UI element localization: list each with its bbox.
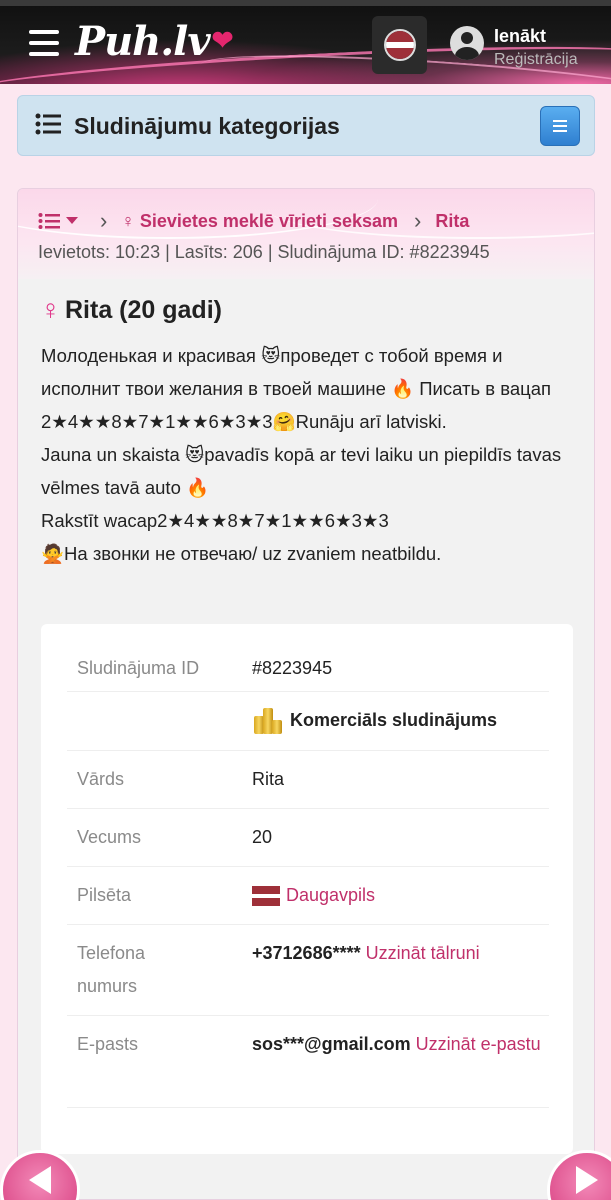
heart-icon: ❤: [211, 26, 233, 56]
phone-value: [252, 937, 542, 970]
description-paragraph: 🙅На звонки не отвечаю/ uz zvaniem neatbildu.: [41, 543, 442, 564]
latvia-flag-icon: [384, 29, 416, 61]
phone-masked: +3712686****: [252, 943, 361, 963]
chevron-right-icon: ›: [414, 208, 422, 233]
details-row-commercial: [67, 692, 549, 751]
city-label: Pilsēta: [77, 885, 132, 905]
reveal-email-link[interactable]: Uzzināt e-pastu: [415, 1034, 541, 1054]
details-row-email: [67, 1016, 549, 1108]
breadcrumb-menu[interactable]: [38, 212, 78, 230]
language-flag-button[interactable]: [372, 16, 427, 74]
chevron-right-icon: ›: [100, 208, 108, 233]
latvia-flag-icon: [252, 886, 280, 906]
ad-title-text: Rita (20 gadi): [65, 295, 222, 324]
categories-bar[interactable]: [17, 95, 595, 156]
female-icon: ♀: [121, 210, 135, 231]
city-link[interactable]: Daugavpils: [286, 885, 376, 905]
city-value: [252, 879, 375, 912]
age-label: Vecums: [77, 827, 142, 847]
name-value: Rita: [252, 769, 285, 789]
caret-down-icon: [66, 217, 78, 225]
coins-icon: [252, 706, 284, 736]
age-value: 20: [252, 827, 273, 847]
list-icon: [35, 113, 61, 135]
ad-description: [41, 339, 576, 570]
female-icon: ♀: [40, 294, 61, 325]
ad-title: [40, 294, 222, 326]
list-icon: [38, 212, 60, 230]
name-label: Vārds: [77, 769, 125, 789]
email-masked: sos***@gmail.com: [252, 1034, 411, 1054]
site-header: [0, 6, 611, 84]
login-link[interactable]: Ienākt: [494, 26, 547, 46]
register-link[interactable]: Reģistrācija: [494, 51, 578, 68]
reveal-phone-link[interactable]: Uzzināt tālruni: [365, 943, 480, 963]
hamburger-icon[interactable]: [29, 30, 59, 56]
id-value: #8223945: [252, 658, 333, 678]
breadcrumb-category[interactable]: [121, 211, 398, 232]
commercial-badge: [252, 704, 497, 737]
breadcrumb-category-label: Sievietes meklē vīrieti seksam: [139, 210, 399, 231]
email-label: E-pasts: [77, 1034, 139, 1054]
details-row-city: [67, 867, 549, 925]
ad-meta: Ievietots: 10:23 | Lasīts: 206 | Sludinājuma ID: #8223945: [38, 242, 490, 262]
details-row-phone: [67, 925, 549, 1016]
details-row-name: [67, 751, 549, 809]
details-row-age: [67, 809, 549, 867]
description-paragraph: Rakstīt wacap2★4★★8★7★1★★6★3★3: [41, 510, 389, 531]
description-paragraph: Молоденькая и красивая 😻проведет с тобой время и исполнит твои желания в твоей машине 🔥 Писать в вацап 2★4★★8★7★1★★6★3★3🤗Runāju arī latviski.: [41, 345, 552, 432]
categories-toggle-button[interactable]: [540, 106, 580, 146]
details-row-id: [67, 646, 549, 692]
ad-card-header: [18, 189, 595, 279]
categories-title: Sludinājumu kategorijas: [74, 113, 340, 139]
user-icon[interactable]: [450, 26, 484, 60]
logo-text: Puh.lv: [75, 18, 210, 65]
commercial-label: Komerciāls sludinājums: [290, 710, 498, 730]
phone-label: Telefona numurs: [77, 943, 146, 996]
details-table: [41, 624, 573, 1154]
breadcrumb-current: Rita: [435, 210, 470, 231]
description-paragraph: Jauna un skaista 😻pavadīs kopā ar tevi laiku un piepildīs tavas vēlmes tavā auto 🔥: [41, 444, 562, 498]
id-label: Sludinājuma ID: [77, 658, 200, 678]
site-logo[interactable]: [75, 18, 233, 65]
ad-card: [17, 188, 595, 1200]
breadcrumb: [38, 209, 469, 233]
email-value: [252, 1028, 542, 1061]
